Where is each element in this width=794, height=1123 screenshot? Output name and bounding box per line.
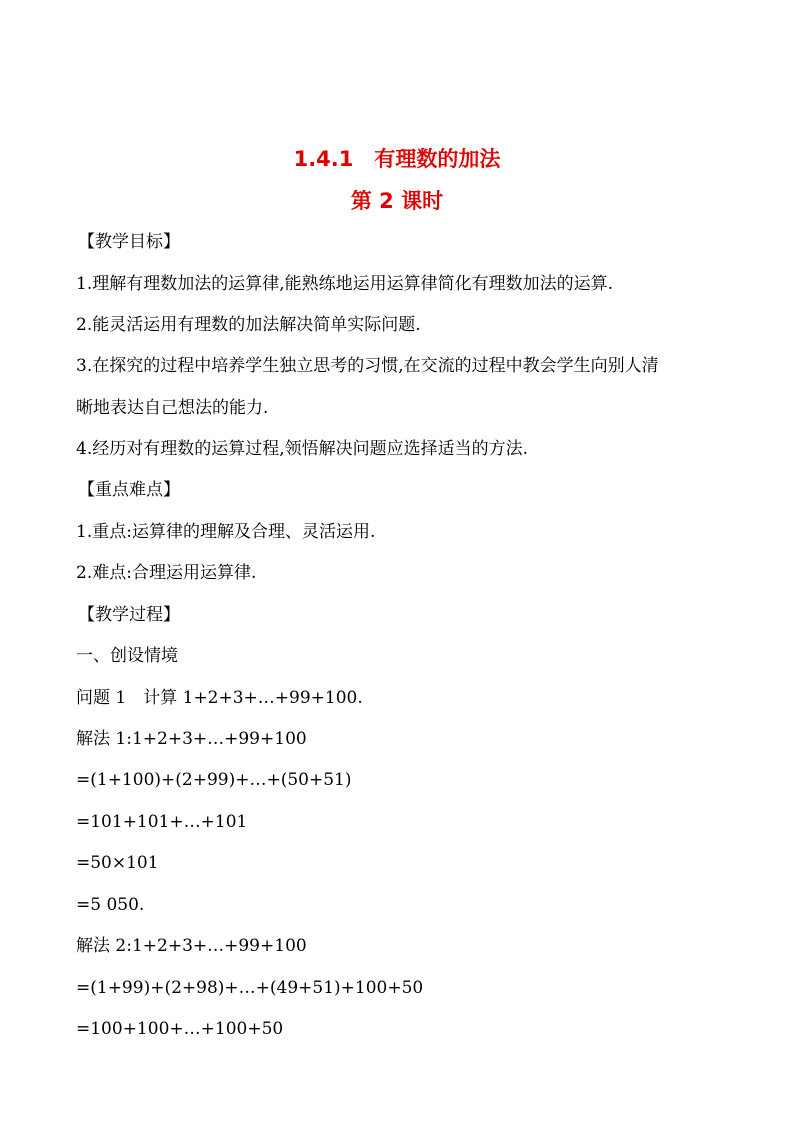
objective-item: 1.理解有理数加法的运算律,能熟练地运用运算律简化有理数加法的运算.	[76, 274, 614, 294]
objective-item: 2.能灵活运用有理数的加法解决简单实际问题.	[76, 315, 421, 335]
solution-line: 解法 2:1+2+3+…+99+100	[76, 936, 307, 956]
solution-line: =101+101+…+101	[76, 812, 248, 832]
objective-item: 4.经历对有理数的运算过程,领悟解决问题应选择适当的方法.	[76, 439, 529, 459]
solution-line: =(1+100)+(2+99)+…+(50+51)	[76, 770, 352, 790]
lesson-subtitle: 第 2 课时	[350, 189, 444, 213]
objective-item-continued: 晰地表达自己想法的能力.	[76, 398, 269, 418]
objectives-heading: 【教学目标】	[78, 232, 180, 252]
solution-line: =100+100+…+100+50	[76, 1019, 284, 1039]
key-points-heading: 【重点难点】	[78, 480, 180, 500]
solution-line: =(1+99)+(2+98)+…+(49+51)+100+50	[76, 978, 424, 998]
process-heading: 【教学过程】	[78, 605, 180, 625]
key-point-item: 1.重点:运算律的理解及合理、灵活运用.	[76, 522, 376, 542]
problem-statement: 问题 1 计算 1+2+3+…+99+100.	[76, 688, 363, 708]
process-subheading: 一、创设情境	[76, 646, 178, 666]
solution-line: =5 050.	[76, 895, 145, 915]
lesson-title: 1.4.1 有理数的加法	[293, 147, 501, 171]
objective-item: 3.在探究的过程中培养学生独立思考的习惯,在交流的过程中教会学生向别人清	[76, 356, 659, 376]
solution-line: =50×101	[76, 853, 159, 873]
key-point-item: 2.难点:合理运用运算律.	[76, 563, 257, 583]
solution-line: 解法 1:1+2+3+…+99+100	[76, 729, 307, 749]
